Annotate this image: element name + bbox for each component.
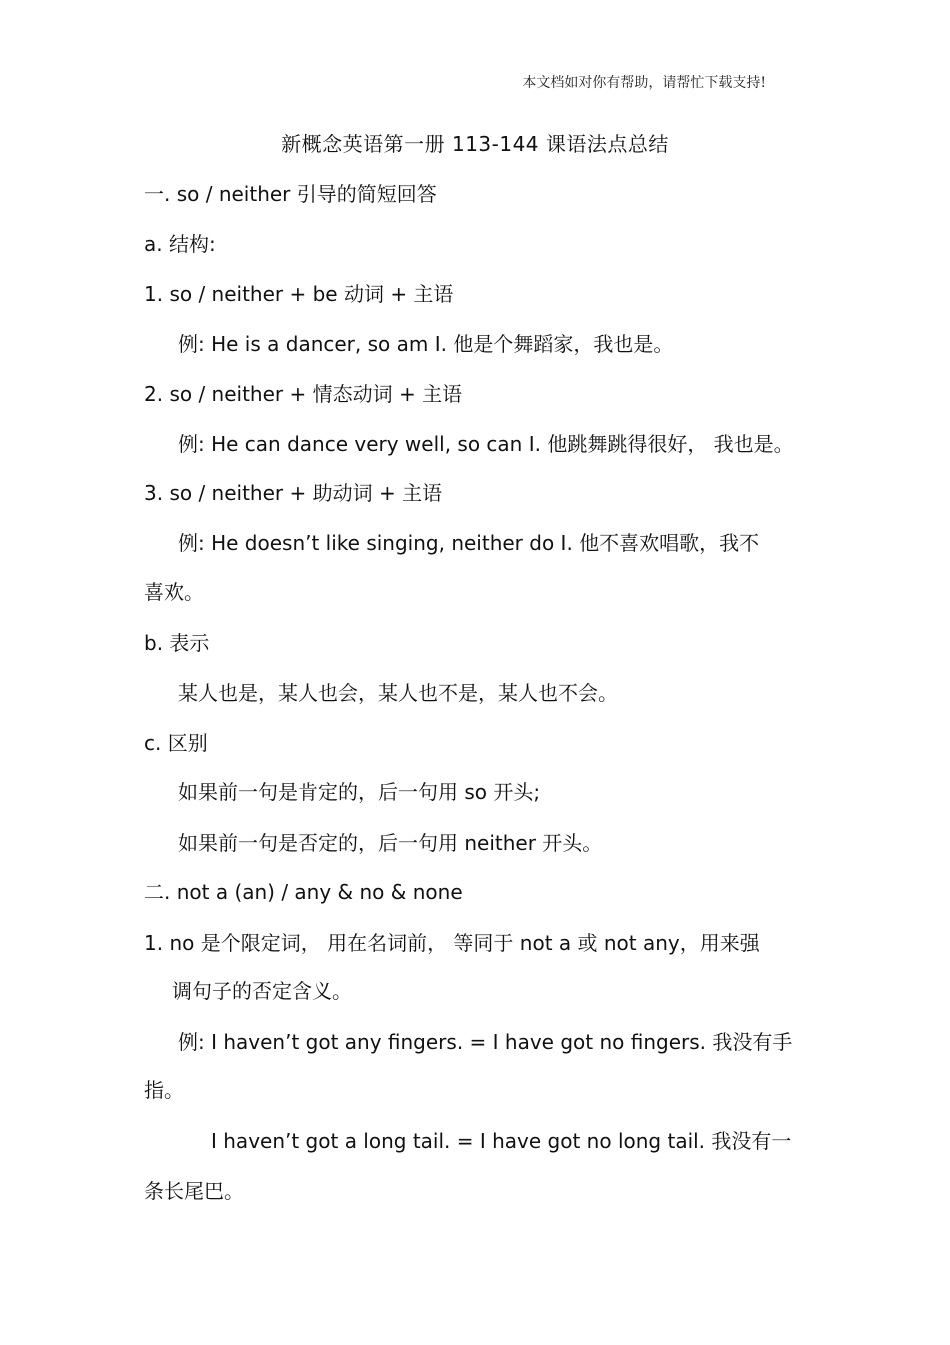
example-line: 例: He doesn’t like singing, neither do I. 他不喜欢唱歌，我不	[178, 531, 760, 555]
example-line-continuation: 喜欢。	[144, 580, 204, 604]
example-line: I haven’t got a long tail. = I have got no long tail. 我没有一	[211, 1129, 792, 1153]
page-title: 新概念英语第一册 113-144 课语法点总结	[281, 132, 669, 156]
list-item: 1. no 是个限定词， 用在名词前， 等同于 not a 或 not any，用来强	[144, 931, 760, 955]
list-item: 2. so / neither + 情态动词 + 主语	[144, 382, 463, 406]
body-text: 如果前一句是肯定的，后一句用 so 开头;	[178, 780, 541, 804]
list-item: 1. so / neither + be 动词 + 主语	[144, 282, 454, 306]
subheading: c. 区别	[144, 731, 208, 755]
section-heading: 一. so / neither 引导的简短回答	[144, 182, 437, 206]
subheading: b. 表示	[144, 631, 210, 655]
list-item-continuation: 调句子的否定含义。	[172, 979, 352, 1003]
example-line: 例: He can dance very well, so can I. 他跳舞跳得很好， 我也是。	[178, 432, 794, 456]
example-line-continuation: 指。	[144, 1078, 184, 1102]
example-line-continuation: 条长尾巴。	[144, 1179, 244, 1203]
example-line: 例: I haven’t got any fingers. = I have got no fingers. 我没有手	[178, 1030, 793, 1054]
body-text: 某人也是，某人也会，某人也不是，某人也不会。	[178, 681, 618, 705]
subheading: a. 结构:	[144, 232, 216, 256]
example-line: 例: He is a dancer, so am I. 他是个舞蹈家，我也是。	[178, 332, 674, 356]
list-item: 3. so / neither + 助动词 + 主语	[144, 481, 443, 505]
header-note: 本文档如对你有帮助，请帮忙下载支持!	[522, 75, 766, 91]
section-heading: 二. not a (an) / any & no & none	[144, 880, 463, 904]
body-text: 如果前一句是否定的，后一句用 neither 开头。	[178, 831, 603, 855]
